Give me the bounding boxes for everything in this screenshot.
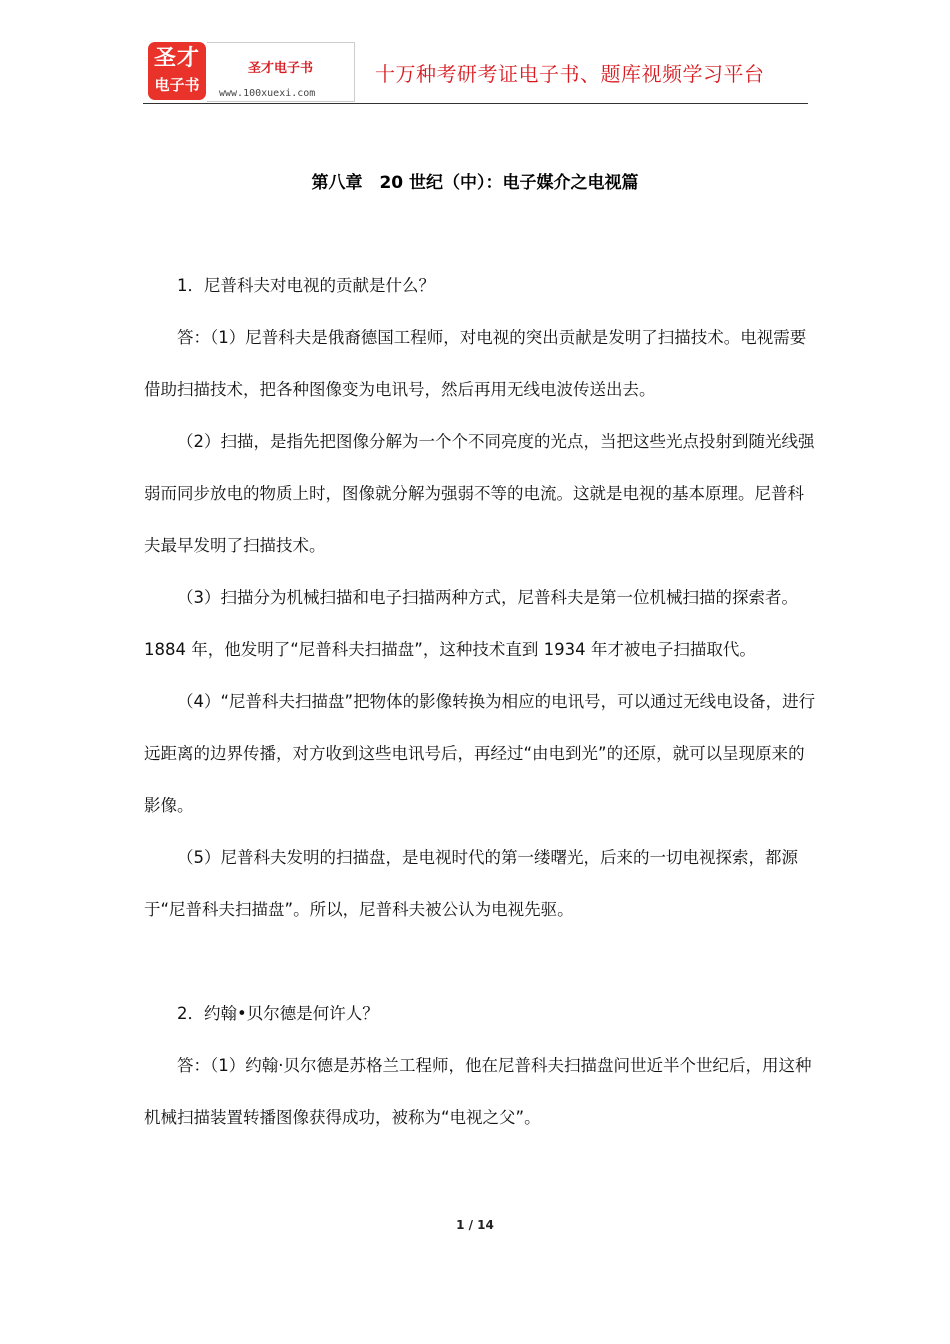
section-gap (144, 936, 819, 988)
logo-line-1: 圣才 (153, 46, 200, 71)
answer-1-part-5: （5）尼普科夫发明的扫描盘，是电视时代的第一缕曙光，后来的一切电视探索，都源于“尼普科夫扫描盘”。所以，尼普科夫被公认为电视先驱。 (144, 848, 798, 919)
answer-2-part-1: 答：（1）约翰·贝尔德是苏格兰工程师，他在尼普科夫扫描盘问世近半个世纪后，用这种机械扫描装置转播图像获得成功，被称为“电视之父”。 (144, 1056, 812, 1127)
answer-1-part-3: （3）扫描分为机械扫描和电子扫描两种方式，尼普科夫是第一位机械扫描的探索者。1884 年，他发明了“尼普科夫扫描盘”，这种技术直到 1934 年才被电子扫描取代。 (144, 588, 798, 659)
brand-box (207, 42, 355, 102)
page-number: 1 / 14 (456, 1218, 494, 1232)
brand-name: 圣才电子书 (247, 61, 313, 76)
chapter-title: 第八章 20 世纪（中）：电子媒介之电视篇 (311, 173, 639, 193)
question-1: 1．尼普科夫对电视的贡献是什么？ (177, 276, 435, 295)
answer-1-part-2: （2）扫描，是指先把图像分解为一个个不同亮度的光点，当把这些光点投射到随光线强弱而同步放电的物质上时，图像就分解为强弱不等的电流。这就是电视的基本原理。尼普科夫最早发明了扫描技术。 (144, 432, 815, 555)
logo-line-2: 电子书 (154, 76, 200, 94)
document-body (144, 260, 819, 1144)
header-divider (143, 103, 808, 104)
header-slogan: 十万种考研考证电子书、题库视频学习平台 (375, 62, 765, 86)
page-header (143, 42, 808, 104)
brand-url: www.100xuexi.com (219, 88, 316, 99)
answer-1-part-1: 答：（1）尼普科夫是俄裔德国工程师，对电视的突出贡献是发明了扫描技术。电视需要借助扫描技术，把各种图像变为电讯号，然后再用无线电波传送出去。 (144, 328, 807, 399)
answer-1-part-4: （4）“尼普科夫扫描盘”把物体的影像转换为相应的电讯号，可以通过无线电设备，进行远距离的边界传播，对方收到这些电讯号后，再经过“由电到光”的还原，就可以呈现原来的影像。 (144, 692, 816, 815)
shengcai-logo (148, 42, 206, 100)
question-2: 2．约翰•贝尔德是何许人？ (177, 1004, 379, 1023)
